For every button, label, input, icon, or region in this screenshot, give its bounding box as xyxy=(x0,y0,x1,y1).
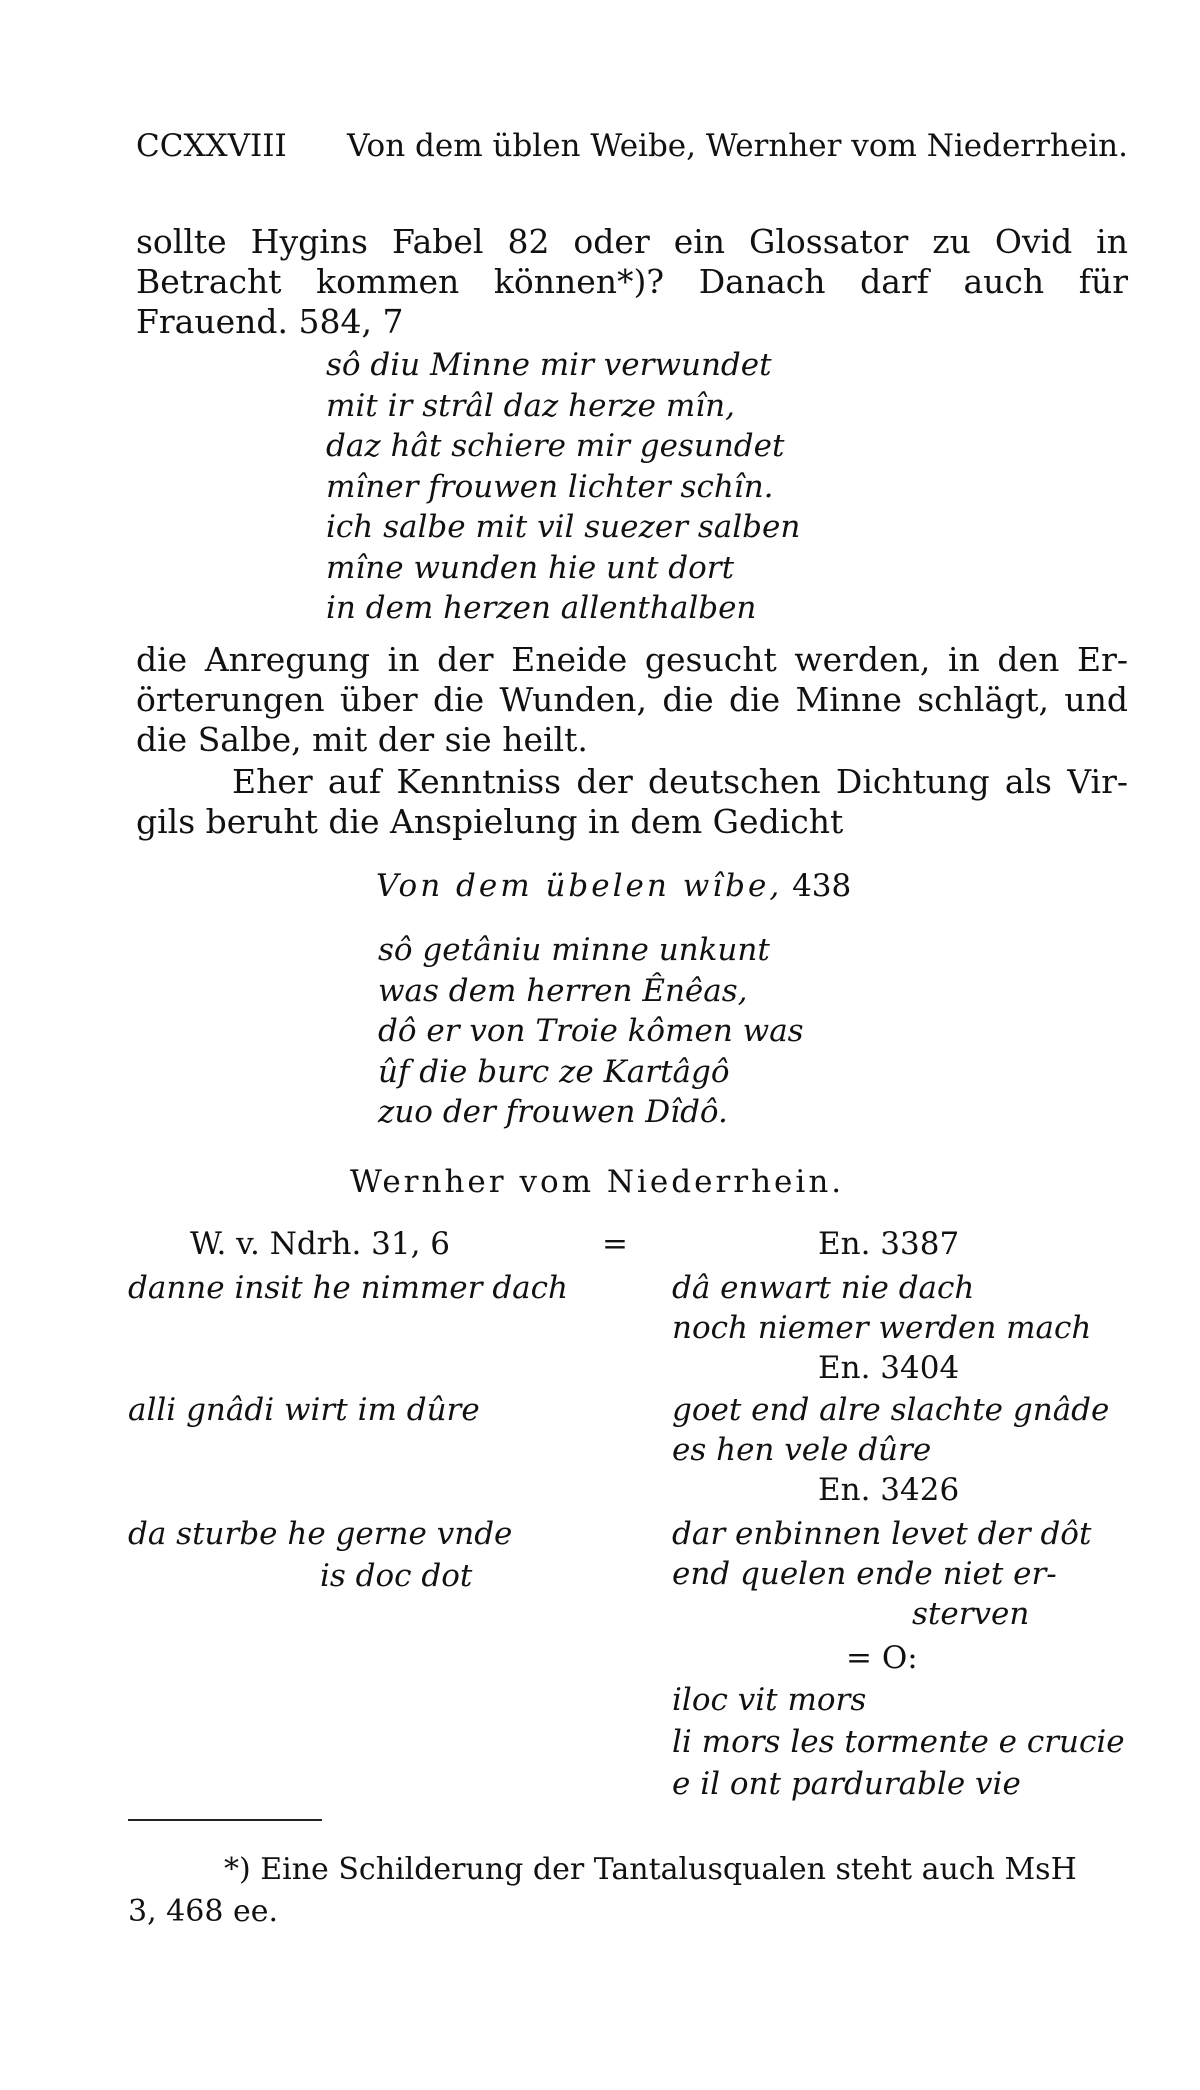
poem-line: dô er von Troie kômen was xyxy=(378,1013,804,1049)
running-header xyxy=(136,128,1128,164)
right-line: li mors les tormente e crucie xyxy=(672,1724,1125,1760)
right-line: end quelen ende niet er- xyxy=(672,1556,1057,1592)
paragraph-1-line-3: Frauend. 584, 7 xyxy=(136,302,404,341)
comparison-left-ref: W. v. Ndrh. 31, 6 xyxy=(190,1226,451,1262)
poem-line: sô diu Minne mir verwundet xyxy=(326,347,772,383)
right-line: dar enbinnen levet der dôt xyxy=(672,1516,1092,1552)
poem-line: zuo der frouwen Dîdô. xyxy=(378,1094,728,1130)
poem-quote-1 xyxy=(326,345,800,629)
poem-line: ûf die burc ze Kartâgô xyxy=(378,1053,730,1090)
poem-quote-2 xyxy=(378,930,804,1133)
poem-line: ich salbe mit vil suezer salben xyxy=(326,509,801,545)
footnote-line-1: *) Eine Schilderung der Tantalusqualen steht auch MsH xyxy=(224,1852,1077,1887)
paragraph-1-line-2: Betracht kommen können*)? Danach darf auch für xyxy=(136,262,1128,301)
left-line: alli gnâdi wirt im dûre xyxy=(128,1392,480,1428)
comparison-equals: = xyxy=(602,1226,628,1262)
page-number: CCXXVIII xyxy=(136,128,287,164)
comparison-ref-4: = O: xyxy=(846,1640,918,1676)
comparison-ref-2: En. 3404 xyxy=(818,1350,960,1386)
left-line: danne insit he nimmer dach xyxy=(128,1270,568,1306)
paragraph-2-line-1: die Anregung in der Eneide gesucht werden, in den Er- xyxy=(136,640,1128,679)
poem-line: mîne wunden hie unt dort xyxy=(326,549,735,586)
right-line: es hen vele dûre xyxy=(672,1432,932,1468)
paragraph-3-line-1: Eher auf Kenntniss der deutschen Dichtung als Vir- xyxy=(232,762,1128,801)
comparison-ref-1: En. 3387 xyxy=(818,1226,960,1262)
paragraph-2-line-3: die Salbe, mit der sie heilt. xyxy=(136,720,588,759)
poem-title-text: Von dem übelen wîbe, xyxy=(376,868,783,904)
poem-title xyxy=(376,868,851,904)
running-title: Von dem üblen Weibe, Wernher vom Niederrhein. xyxy=(347,128,1128,164)
poem-line: mîner frouwen lichter schîn. xyxy=(326,468,774,505)
poem-line: mit ir strâl daz herze mîn, xyxy=(326,387,735,424)
poem-line: was dem herren Ênêas, xyxy=(378,972,748,1009)
section-heading: Wernher vom Niederrhein. xyxy=(350,1164,845,1200)
poem-line: daz hât schiere mir gesundet xyxy=(326,428,785,464)
right-line: iloc vit mors xyxy=(672,1682,867,1718)
paragraph-3-line-2: gils beruht die Anspielung in dem Gedicht xyxy=(136,802,844,841)
footnote-line-2: 3, 468 ee. xyxy=(128,1894,278,1929)
poem-title-number: 438 xyxy=(792,868,852,904)
left-line: da sturbe he gerne vnde xyxy=(128,1516,513,1552)
left-line: is doc dot xyxy=(320,1558,473,1594)
right-line: e il ont pardurable vie xyxy=(672,1766,1021,1802)
paragraph-2-line-2: örterungen über die Wunden, die die Minne schlägt, und xyxy=(136,680,1128,719)
right-line: sterven xyxy=(912,1596,1030,1632)
comparison-ref-3: En. 3426 xyxy=(818,1472,960,1508)
poem-line: in dem herzen allenthalben xyxy=(326,590,757,626)
right-line: dâ enwart nie dach xyxy=(672,1270,975,1306)
footnote-rule xyxy=(128,1819,322,1821)
poem-line: sô getâniu minne unkunt xyxy=(378,932,770,968)
right-line: noch niemer werden mach xyxy=(672,1310,1092,1346)
paragraph-1-line-1: sollte Hygins Fabel 82 oder ein Glossator zu Ovid in xyxy=(136,222,1128,261)
right-line: goet end alre slachte gnâde xyxy=(672,1392,1110,1428)
